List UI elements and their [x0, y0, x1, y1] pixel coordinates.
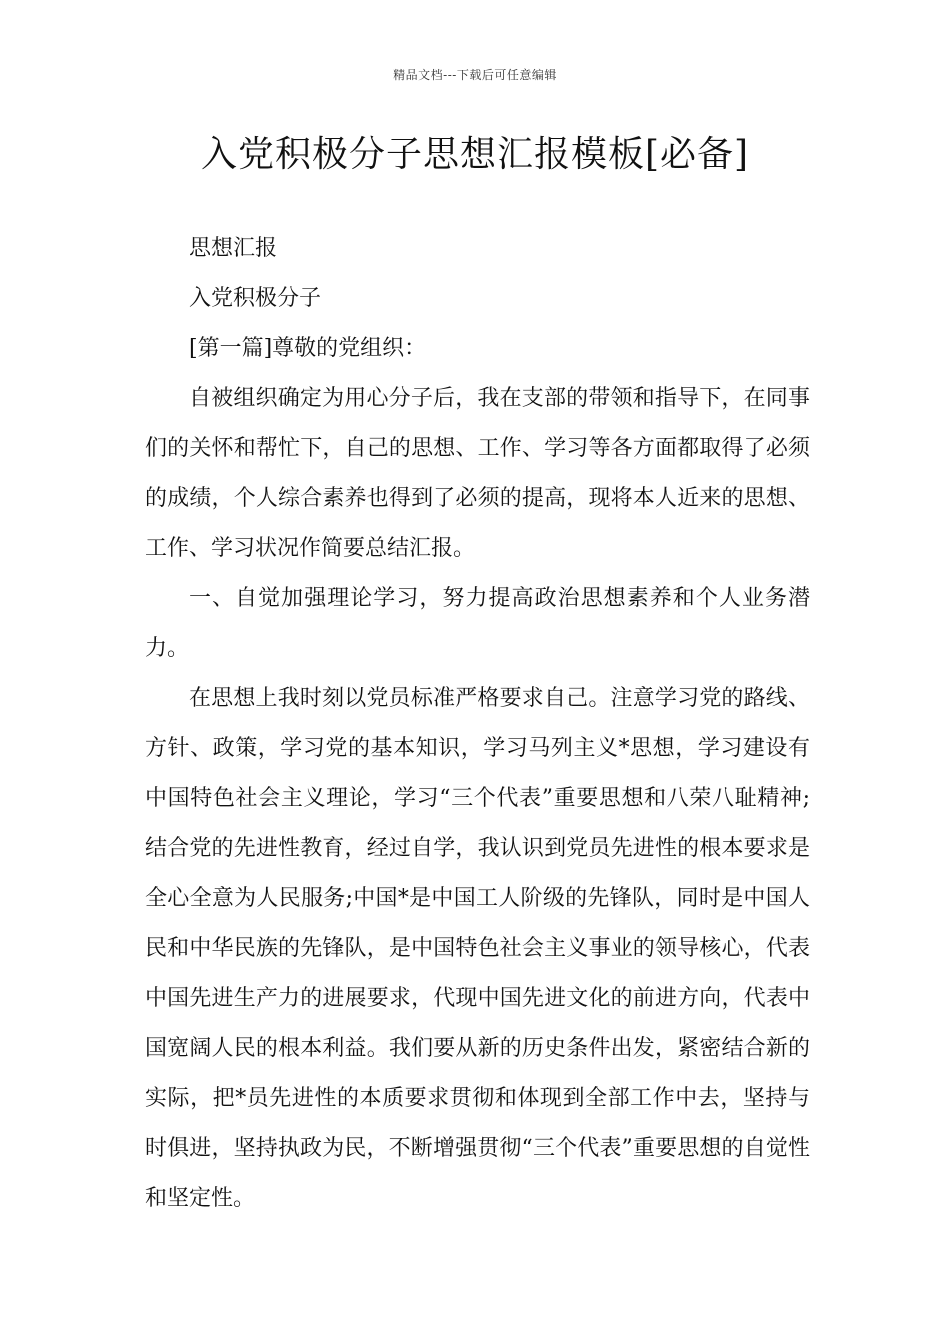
document-body: [145, 224, 810, 1224]
header-note: 精品文档---下载后可任意编辑: [393, 68, 557, 82]
paragraph-section-one: 一、自觉加强理论学习，努力提高政治思想素养和个人业务潜力。: [145, 586, 810, 661]
document-title: 入党积极分子思想汇报模板[必备]: [200, 134, 750, 175]
paragraph-heading: 思想汇报: [189, 236, 278, 261]
paragraph-salutation: [第一篇]尊敬的党组织：: [189, 336, 427, 361]
paragraph-body: 在思想上我时刻以党员标准严格要求自己。注意学习党的路线、方针、政策，学习党的基本知识，学习马列主义*思想，学习建设有中国特色社会主义理论，学习“三个代表”重要思想和八荣八耻精神;结合党的先进性教育，经过自学，我认识到党员先进性的根本要求是全心全意为人民服务;中国*是中国工人阶级的先锋队，同时是中国人民和中华民族的先锋队，是中国特色社会主义事业的领导核心，代表中国先进生产力的进展要求，代现中国先进文化的前进方向，代表中国宽阔人民的根本利益。我们要从新的历史条件出发，紧密结合新的实际，把*员先进性的本质要求贯彻和体现到全部工作中去，坚持与时俱进，坚持执政为民，不断增强贯彻“三个代表”重要思想的自觉性和坚定性。: [145, 686, 810, 1211]
paragraph-subheading: 入党积极分子: [189, 286, 322, 311]
paragraph-intro: 自被组织确定为用心分子后，我在支部的带领和指导下，在同事们的关怀和帮忙下，自己的思想、工作、学习等各方面都取得了必须的成绩，个人综合素养也得到了必须的提高，现将本人近来的思想、工作、学习状况作简要总结汇报。: [145, 386, 810, 561]
